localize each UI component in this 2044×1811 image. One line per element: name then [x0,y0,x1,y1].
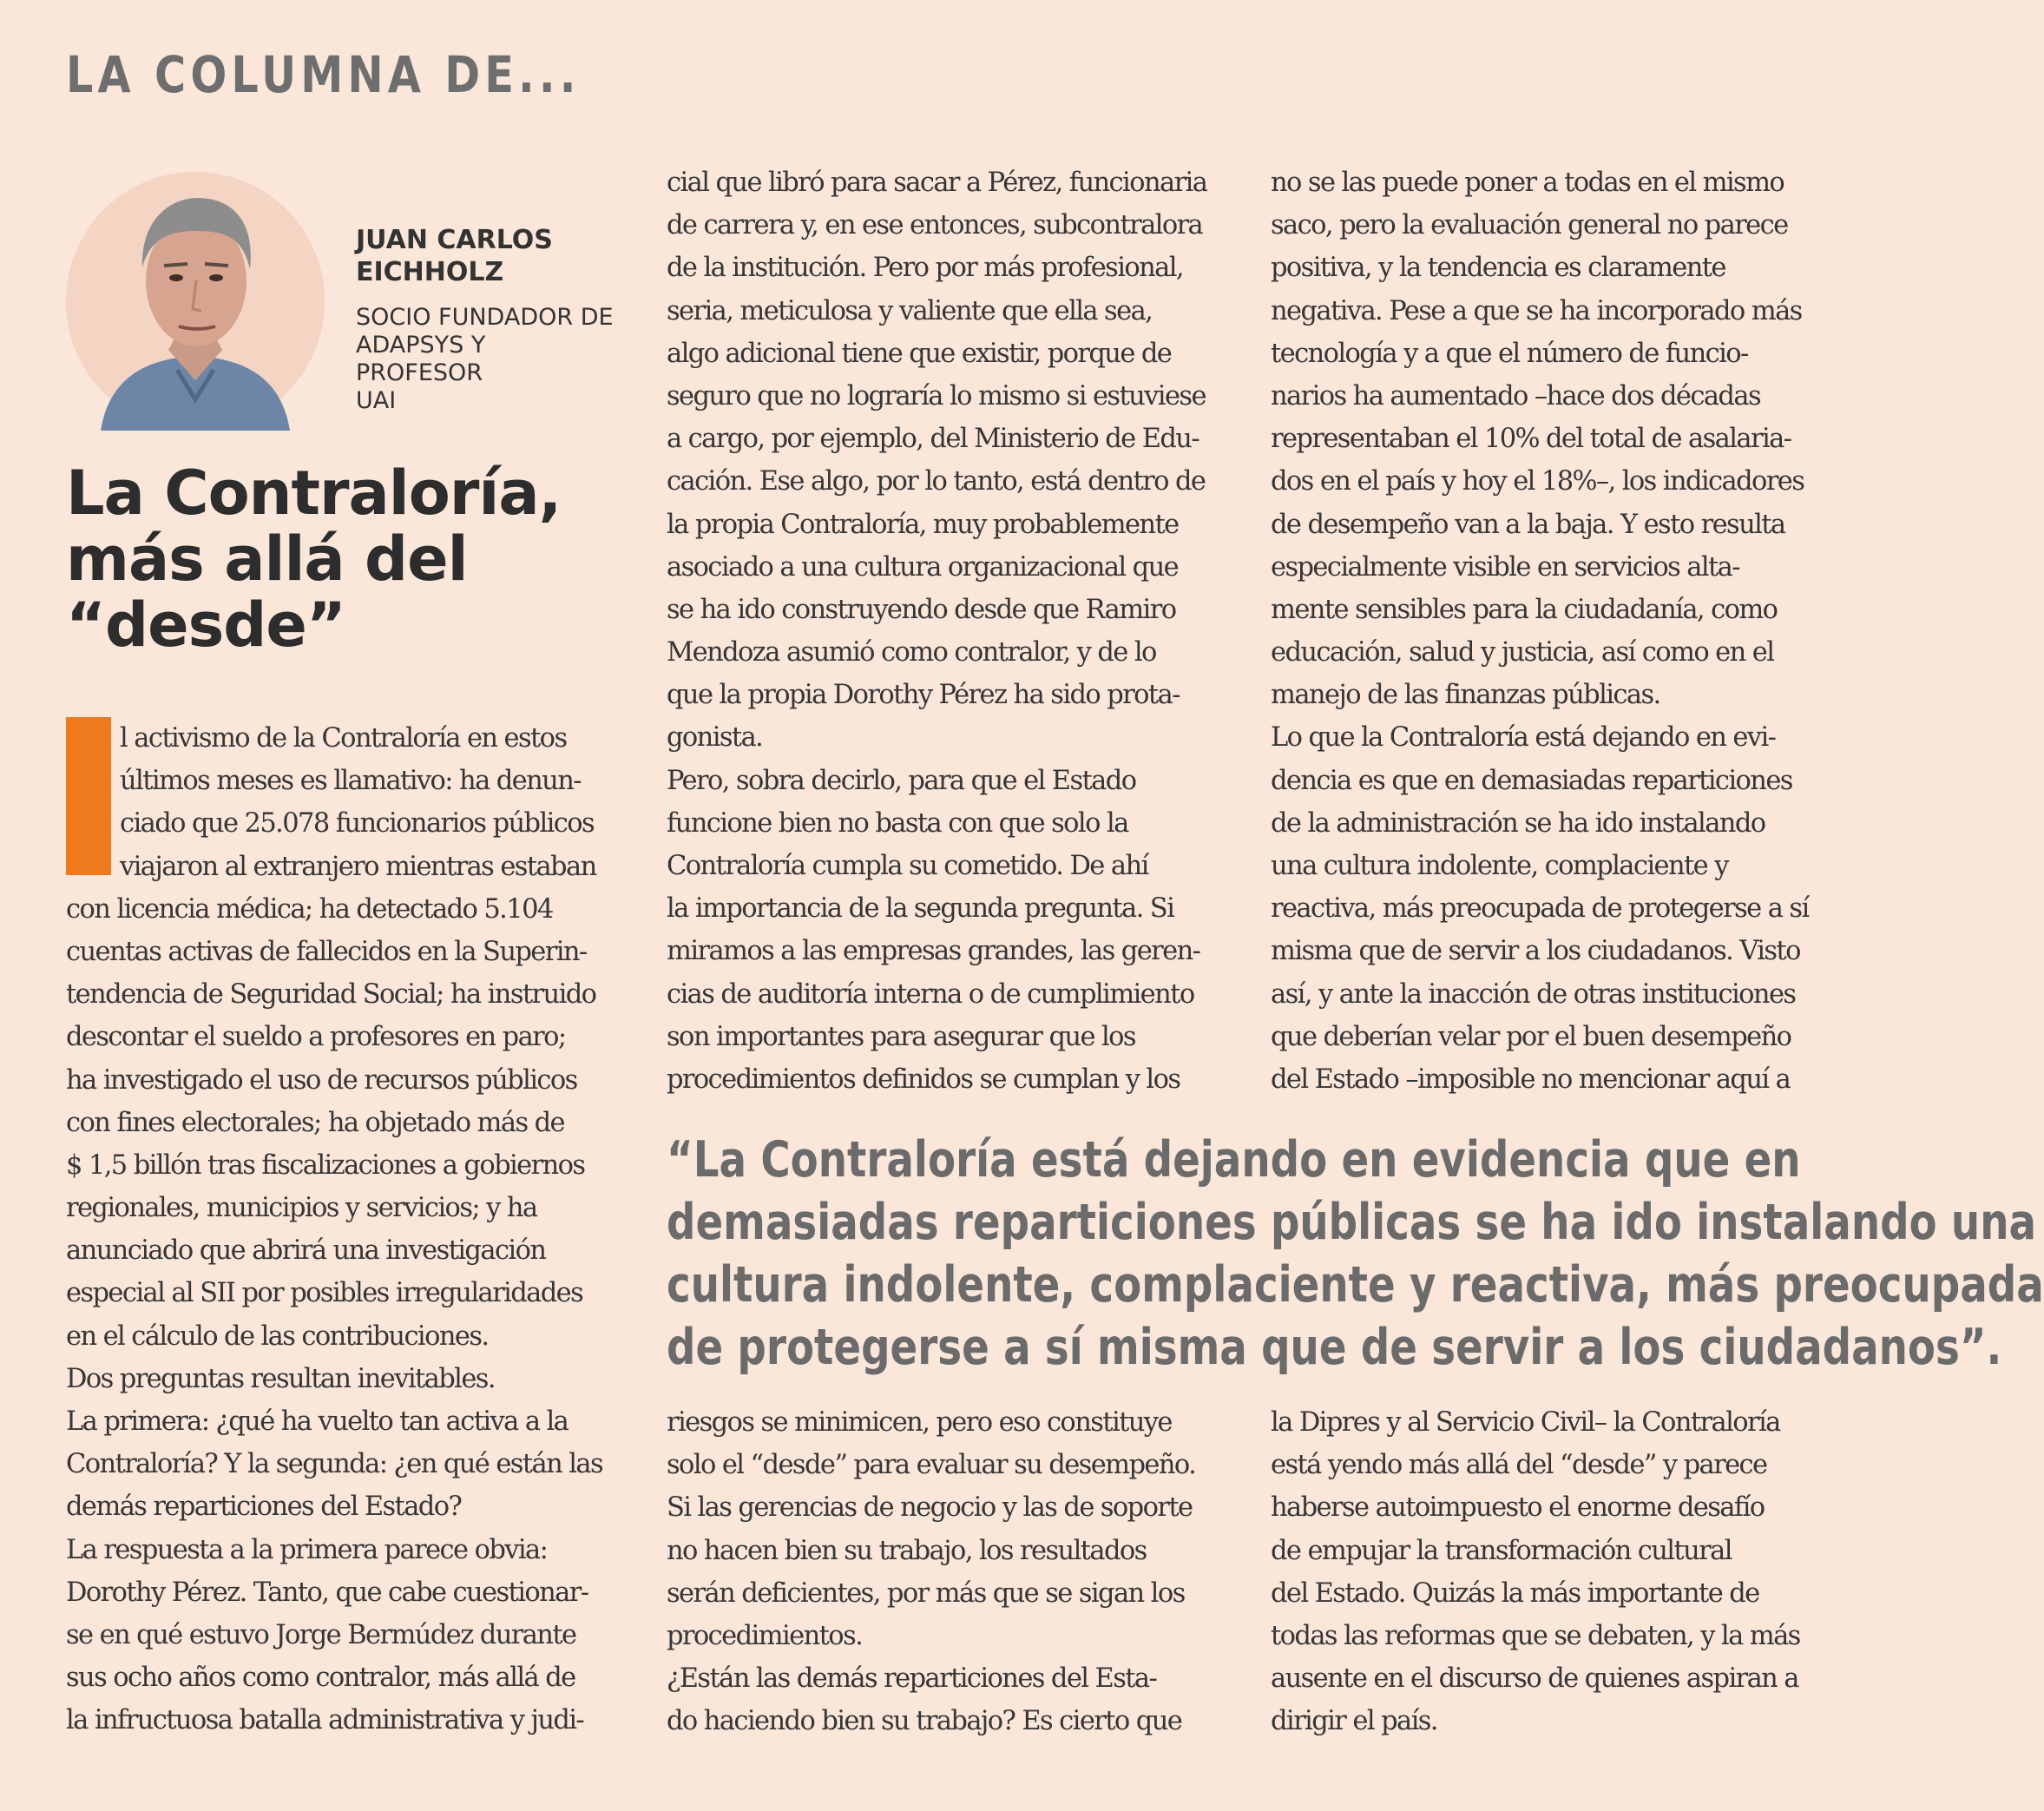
article-text-line: manejo de las finanzas públicas. [1271,680,1660,711]
article-text-line: procedimientos definidos se cumplan y los [667,1064,1180,1095]
article-text-line: riesgos se minimicen, pero eso constituye [667,1407,1172,1438]
article-text-line: la Dipres y al Servicio Civil– la Contraloría [1271,1407,1780,1438]
article-text-line: educación, salud y justicia, así como en el [1271,637,1774,668]
article-text-line: todas las reformas que se debaten, y la más [1271,1620,1800,1651]
author-name-line: JUAN CARLOS [356,225,553,255]
article-text-line: son importantes para asegurar que los [667,1021,1135,1052]
article-text-line: saco, pero la evaluación general no parece [1271,210,1788,241]
article-text-line: en el cálculo de las contribuciones. [66,1320,489,1352]
article-text-line: dirigir el país. [1271,1706,1437,1737]
article-text-line: del Estado –imposible no mencionar aquí a [1271,1064,1791,1095]
article-text-line: sus ocho años como contralor, más allá de [66,1663,575,1694]
pull-quote-line: “La Contraloría está dejando en evidencia que en [667,1131,1801,1189]
headline-line: “desde” [66,589,345,661]
column-2-bottom [667,1401,1195,1743]
author-role-line: SOCIO FUNDADOR DE [356,304,614,331]
headline-line: más allá del [66,524,468,595]
article-text-line: viajaron al extranjero mientras estaban [120,851,596,882]
article-text-line: se ha ido construyendo desde que Ramiro [667,594,1176,625]
article-text-line: especialmente visible en servicios alta- [1271,551,1739,583]
article-text-line: con licencia médica; ha detectado 5.104 [66,893,553,925]
article-text-line: miramos a las empresas grandes, las geren- [667,936,1200,967]
headline-line: La Contraloría, [66,458,562,529]
article-text-line: misma que de servir a los ciudadanos. Visto [1271,936,1800,967]
article-text-line: seria, meticulosa y valiente que ella sea, [667,295,1153,326]
article-text-line: solo el “desde” para evaluar su desempeño. [667,1450,1196,1481]
article-text-line: de desempeño van a la baja. Y esto resulta [1271,509,1785,540]
article-text-line: de empujar la transformación cultural [1271,1535,1732,1566]
article-text-line: descontar el sueldo a profesores en paro; [66,1022,566,1053]
article-text-line: cias de auditoría interna o de cumplimiento [667,978,1194,1010]
article-text-line: se en qué estuvo Jorge Bermúdez durante [66,1619,576,1650]
article-text-line: tecnología y a que el número de funcio- [1271,338,1748,369]
article-text-line: demás reparticiones del Estado? [66,1492,462,1523]
article-text-line: Contraloría? Y la segunda: ¿en qué están las [66,1449,603,1480]
article-headline [66,458,621,661]
article-text-line: está yendo más allá del “desde” y parece [1271,1450,1767,1481]
article-text-line: no hacen bien su trabajo, los resultados [667,1535,1147,1566]
article-text-line: ha investigado el uso de recursos públicos [66,1064,577,1096]
article-text-line: serán deficientes, por más que se sigan los [667,1577,1185,1609]
article-text-line: Contraloría cumpla su cometido. De ahí [667,851,1148,881]
article-text-line: de carrera y, en ese entonces, subcontralora [667,210,1203,241]
article-text-line: cuentas activas de fallecidos en la Superin- [66,936,587,967]
article-text-line: seguro que no lograría lo mismo si estuviese [667,380,1206,412]
section-label: LA COLUMNA DE... [66,45,581,104]
article-text-line: Dos preguntas resultan inevitables. [66,1363,495,1394]
article-text-line: del Estado. Quizás la más importante de [1271,1577,1759,1609]
article-text-line: tendencia de Seguridad Social; ha instruido [66,979,596,1011]
article-text-line: una cultura indolente, complaciente y [1271,851,1728,881]
article-text-line: ciado que 25.078 funcionarios públicos [120,808,595,840]
article-text-line: asociado a una cultura organizacional que [667,551,1179,583]
article-text-line: la importancia de la segunda pregunta. Si [667,893,1174,925]
article-text-line: Pero, sobra decirlo, para que el Estado [667,765,1136,796]
article-text-line: haberse autoimpuesto el enorme desafío [1271,1492,1765,1524]
author-role [356,304,616,415]
article-text-line: que la propia Dorothy Pérez ha sido prota- [667,680,1180,711]
article-text-line: Dorothy Pérez. Tanto, que cabe cuestionar- [66,1577,588,1608]
author-name-line: EICHHOLZ [356,257,504,287]
author-photo [66,172,325,431]
column-1 [66,717,603,1742]
article-text-line: reactiva, más preocupada de protegerse a sí [1271,893,1809,925]
pull-quote-line: demasiadas reparticiones públicas se ha ido instalando una [667,1194,2037,1251]
article-text-line: la infructuosa batalla administrativa y judi- [66,1705,584,1736]
pull-quote-line: cultura indolente, complaciente y reactiva, más preocupada [667,1256,2044,1314]
article-text-line: a cargo, por ejemplo, del Ministerio de Edu- [667,424,1199,455]
article-text-line: especial al SII por posibles irregularidades [66,1278,583,1309]
article-text-line: cación. Ese algo, por lo tanto, está dentro de [667,466,1206,497]
article-text-line: do haciendo bien su trabajo? Es cierto que [667,1706,1182,1737]
article-text-line: de la institución. Pero por más profesional, [667,253,1184,284]
article-text-line: últimos meses es llamativo: ha denun- [120,766,581,797]
pull-quote-line: de protegerse a sí misma que de servir a los ciudadanos”. [667,1319,2002,1376]
article-text-line: Lo que la Contraloría está dejando en evi- [1271,722,1776,754]
article-text-line: que deberían velar por el buen desempeño [1271,1021,1791,1052]
article-text-line: regionales, municipios y servicios; y ha [66,1193,537,1224]
author-role-line: UAI [356,387,397,414]
article-text-line: la propia Contraloría, muy probablemente [667,509,1179,540]
author-role-line: ADAPSYS Y PROFESOR [356,332,486,386]
article-text-line: algo adicional tiene que existir, porque de [667,338,1172,369]
article-text-line: dencia es que en demasiadas reparticiones [1271,765,1792,796]
article-text-line: funcione bien no basta con que solo la [667,807,1128,839]
article-text-line: con fines electorales; ha objetado más de [66,1107,564,1138]
article-text-line: dos en el país y hoy el 18%–, los indicadores [1271,466,1804,497]
column-3-top [1271,161,1809,1101]
author-portrait-icon [66,172,325,431]
author-name [356,224,616,288]
article-text-line: Si las gerencias de negocio y las de soporte [667,1492,1193,1524]
article-text-line: anunciado que abrirá una investigación [66,1235,546,1267]
article-text-line: procedimientos. [667,1620,863,1651]
article-text-line: Mendoza asumió como contralor, y de lo [667,637,1156,668]
article-text-line: negativa. Pese a que se ha incorporado más [1271,295,1802,326]
article-text-line: l activismo de la Contraloría en estos [120,723,567,754]
article-text-line: gonista. [667,722,763,754]
article-text-line: narios ha aumentado –hace dos décadas [1271,380,1760,412]
article-text-line: mente sensibles para la ciudadanía, como [1271,594,1778,625]
column-2-top [667,161,1206,1101]
article-text-line: no se las puede poner a todas en el mismo [1271,168,1784,198]
article-text-line: La respuesta a la primera parece obvia: [66,1534,548,1565]
article-text-line: $ 1,5 billón tras fiscalizaciones a gobiernos [66,1149,585,1181]
pull-quote [667,1129,2044,1379]
article-text-line: de la administración se ha ido instalando [1271,807,1765,839]
article-text-line: ¿Están las demás reparticiones del Esta- [667,1663,1157,1695]
article-text-line: así, y ante la inacción de otras instituciones [1271,978,1796,1010]
column-3-bottom [1271,1401,1800,1743]
article-text-line: La primera: ¿qué ha vuelto tan activa a la [66,1406,569,1437]
article-text-line: positiva, y la tendencia es claramente [1271,253,1725,284]
author-block [356,224,616,415]
article-text-line: representaban el 10% del total de asalaria- [1271,424,1791,455]
article-text-line: cial que libró para sacar a Pérez, funcionaria [667,168,1207,198]
article-text-line: ausente en el discurso de quienes aspiran a [1271,1663,1798,1695]
